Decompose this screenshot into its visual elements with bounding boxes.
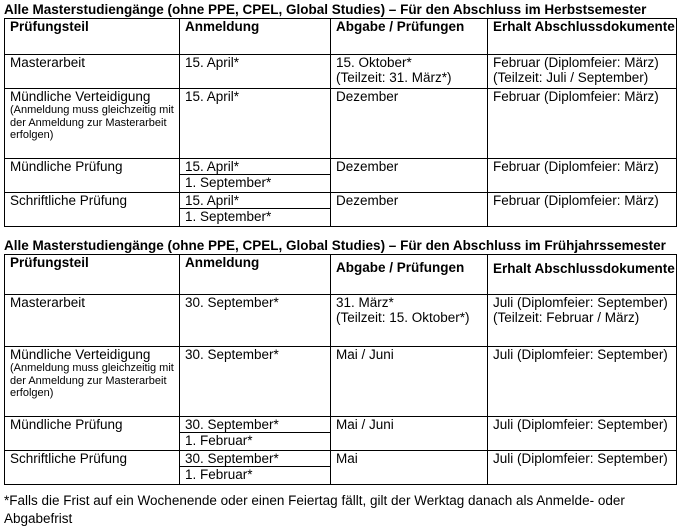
table-row [5, 55, 677, 89]
header-abgabe: Abgabe / Prüfungen [331, 19, 488, 55]
cell-erhalt [488, 55, 677, 89]
header-anmeldung: Anmeldung [180, 255, 331, 295]
anmeldung-date: 1. Februar* [185, 467, 253, 482]
cell-abgabe [331, 193, 488, 227]
erhalt-text: Juli (Diplomfeier: September) [493, 451, 668, 466]
anmeldung-date: 1. Februar* [185, 433, 253, 448]
anmeldung-date: 1. September* [185, 175, 272, 190]
erhalt-text: Juli (Diplomfeier: September) [493, 295, 668, 310]
cell-anmeldung [180, 347, 331, 417]
abgabe-text: Dezember [336, 159, 399, 174]
header-anmeldung: Anmeldung [180, 19, 331, 55]
pruefungsteil-label: Mündliche Prüfung [10, 417, 123, 432]
erhalt-text: (Teilzeit: Februar / März) [493, 310, 640, 325]
cell-pruefungsteil [5, 55, 180, 89]
cell-erhalt [488, 295, 677, 347]
pruefungsteil-note: (Anmeldung muss gleichzeitig mit der Anmeldung zur Masterarbeit erfolgen) [10, 104, 174, 141]
table-row [5, 89, 677, 159]
abgabe-text: Mai / Juni [336, 347, 394, 362]
table-row [5, 159, 677, 193]
cell-pruefungsteil [5, 295, 180, 347]
erhalt-text: Februar (Diplomfeier: März) [493, 159, 659, 174]
cell-erhalt [488, 159, 677, 193]
anmeldung-date: 15. April* [185, 89, 240, 104]
pruefungsteil-label: Mündliche Verteidigung [10, 89, 151, 104]
cell-anmeldung [180, 295, 331, 347]
pruefungsteil-label: Mündliche Verteidigung [10, 347, 151, 362]
cell-erhalt [488, 347, 677, 417]
cell-abgabe [331, 347, 488, 417]
cell-pruefungsteil [5, 159, 180, 193]
anmeldung-date: 30. September* [185, 295, 279, 310]
table-row [5, 347, 677, 417]
section2-title: Alle Masterstudiengänge (ohne PPE, CPEL, Global Studies) – Für den Abschluss im Frühjahrssemester [4, 238, 666, 253]
cell-abgabe [331, 159, 488, 193]
section1-title: Alle Masterstudiengänge (ohne PPE, CPEL, Global Studies) – Für den Abschluss im Herbstsemester [4, 2, 647, 17]
table-row [5, 451, 677, 485]
pruefungsteil-label: Masterarbeit [10, 295, 86, 310]
pruefungsteil-label: Masterarbeit [10, 55, 86, 70]
erhalt-text: Februar (Diplomfeier: März) [493, 89, 659, 104]
erhalt-text: Juli (Diplomfeier: September) [493, 347, 668, 362]
cell-pruefungsteil [5, 417, 180, 451]
cell-erhalt [488, 417, 677, 451]
cell-abgabe [331, 451, 488, 485]
abgabe-text: (Teilzeit: 31. März*) [336, 70, 452, 85]
abgabe-text: 15. Oktober* [336, 55, 412, 70]
table-row [5, 193, 677, 227]
pruefungsteil-label: Schriftliche Prüfung [10, 193, 128, 208]
pruefungsteil-label: Schriftliche Prüfung [10, 451, 128, 466]
header-pruefungsteil: Prüfungsteil [5, 255, 180, 295]
table-row [5, 417, 677, 451]
erhalt-text: Februar (Diplomfeier: März) [493, 193, 659, 208]
abgabe-text: 31. März* [336, 295, 394, 310]
header-pruefungsteil: Prüfungsteil [5, 19, 180, 55]
erhalt-text: Juli (Diplomfeier: September) [493, 417, 668, 432]
cell-abgabe [331, 295, 488, 347]
cell-anmeldung [180, 417, 331, 451]
anmeldung-date: 30. September* [185, 417, 279, 432]
cell-erhalt [488, 451, 677, 485]
anmeldung-date: 15. April* [185, 159, 240, 174]
anmeldung-date: 15. April* [185, 55, 240, 70]
anmeldung-date: 15. April* [185, 193, 240, 208]
cell-pruefungsteil [5, 451, 180, 485]
anmeldung-date: 1. September* [185, 209, 272, 224]
cell-abgabe [331, 55, 488, 89]
erhalt-text: Februar (Diplomfeier: März) [493, 55, 659, 70]
table-row [5, 295, 677, 347]
cell-pruefungsteil [5, 89, 180, 159]
cell-erhalt [488, 193, 677, 227]
anmeldung-date: 30. September* [185, 451, 279, 466]
abgabe-text: Dezember [336, 89, 399, 104]
cell-anmeldung [180, 55, 331, 89]
pruefungsteil-note: (Anmeldung muss gleichzeitig mit der Anmeldung zur Masterarbeit erfolgen) [10, 362, 174, 399]
cell-anmeldung [180, 89, 331, 159]
header-abgabe: Abgabe / Prüfungen [331, 255, 488, 295]
footnote: *Falls die Frist auf ein Wochenende oder einen Feiertag fällt, gilt der Werktag danach als Anmelde- oder Abgabefrist [4, 493, 625, 526]
cell-erhalt [488, 89, 677, 159]
cell-anmeldung [180, 451, 331, 485]
erhalt-text: (Teilzeit: Juli / September) [493, 70, 649, 85]
cell-anmeldung [180, 193, 331, 227]
abgabe-text: Dezember [336, 193, 399, 208]
abgabe-text: Mai / Juni [336, 417, 394, 432]
abgabe-text: (Teilzeit: 15. Oktober*) [336, 310, 470, 325]
pruefungsteil-label: Mündliche Prüfung [10, 159, 123, 174]
cell-pruefungsteil [5, 347, 180, 417]
cell-anmeldung [180, 159, 331, 193]
table-fruehjahrssemester [4, 254, 677, 485]
header-erhalt: Erhalt Abschlussdokumente [488, 255, 677, 295]
cell-abgabe [331, 417, 488, 451]
header-erhalt: Erhalt Abschlussdokumente [488, 19, 677, 55]
table-herbstsemester [4, 18, 677, 227]
abgabe-text: Mai [336, 451, 358, 466]
cell-pruefungsteil [5, 193, 180, 227]
anmeldung-date: 30. September* [185, 347, 279, 362]
cell-abgabe [331, 89, 488, 159]
